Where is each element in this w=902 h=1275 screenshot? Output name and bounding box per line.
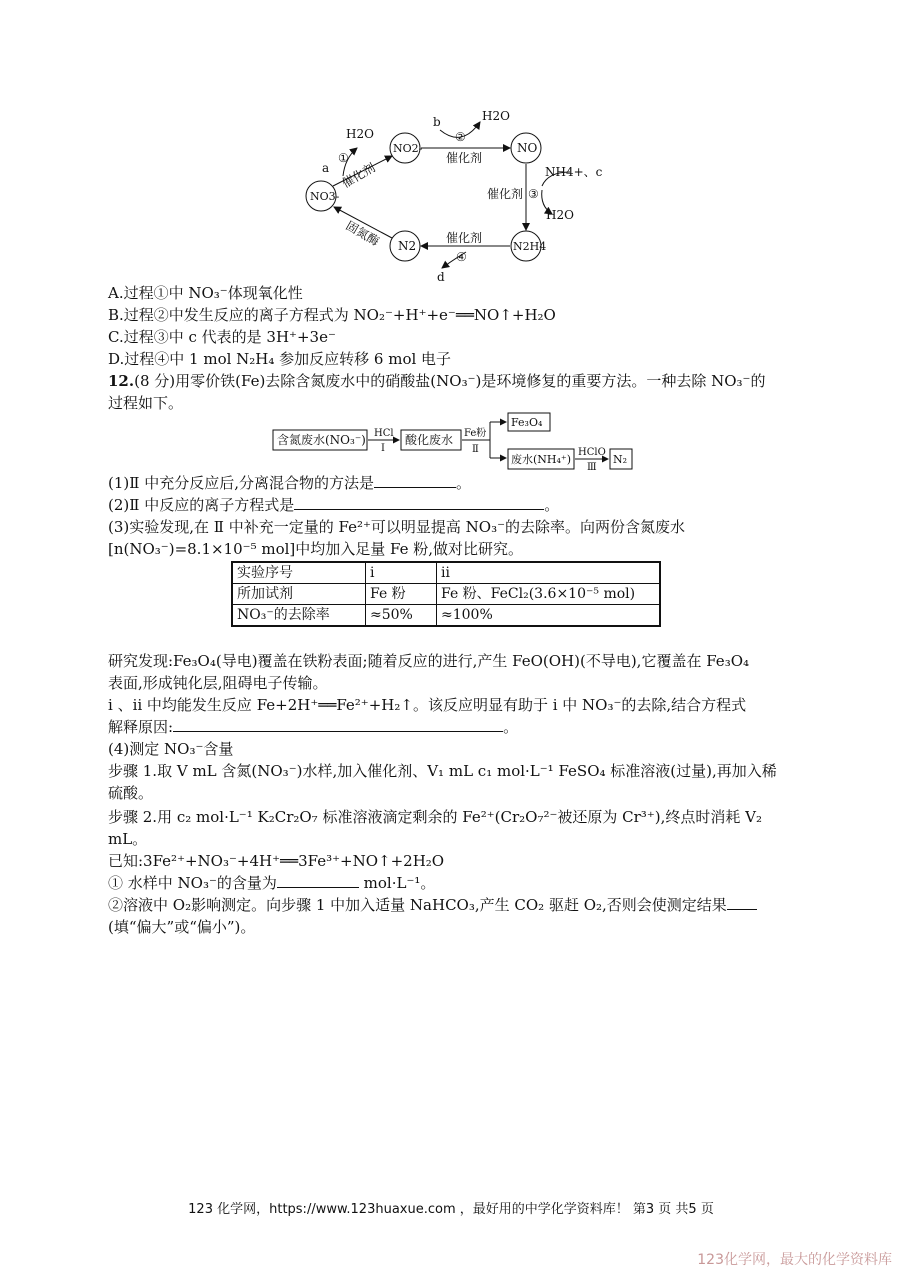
- research-line4-end: 。: [503, 718, 519, 736]
- table-cell: Fe 粉、FeCl₂(3.6×10⁻⁵ mol): [437, 584, 661, 605]
- page-footer: 123 化学网，https://www.123huaxue.com ，最好用的中学化学资料库！ 第3 页 共5 页: [188, 1202, 714, 1217]
- q12-part2-end: 。: [544, 496, 560, 514]
- label-nh4-c: NH4+、c: [545, 165, 603, 179]
- answer-blank-4[interactable]: [277, 873, 359, 888]
- sub-question-1: [108, 873, 435, 893]
- sub-question-2-end: (填“偏大”或“偏小”)。: [108, 918, 256, 936]
- table-cell: 所加试剂: [232, 584, 366, 605]
- node-no3-label: NO3-: [310, 190, 340, 203]
- table-cell: Fe 粉: [366, 584, 437, 605]
- q12-part2: [108, 495, 559, 515]
- q12-line2: 过程如下。: [108, 394, 184, 412]
- q12-part1-text: (1)Ⅱ 中充分反应后,分离混合物的方法是: [108, 474, 374, 492]
- node-no2-label: NO2-: [393, 142, 423, 155]
- label-h2o-3: H2O: [546, 208, 574, 222]
- q12-part1: [108, 473, 471, 493]
- q12-line1: [108, 371, 765, 391]
- sub-question-1-text: ① 水样中 NO₃⁻的含量为: [108, 874, 277, 892]
- flow-fe-label: Fe粉: [464, 428, 487, 439]
- option-a: A.过程①中 NO₃⁻体现氧化性: [108, 284, 303, 302]
- answer-blank-5[interactable]: [727, 895, 757, 910]
- q12-stem: (8 分)用零价铁(Fe)去除含氮废水中的硝酸盐(NO₃⁻)是环境修复的重要方法。一种去除 NO₃⁻的: [134, 372, 766, 390]
- flow-hcl-label: HCl: [374, 428, 394, 439]
- table-row: [232, 605, 660, 627]
- label-step2: ②: [455, 130, 466, 144]
- sub-question-2-text: ②溶液中 O₂影响测定。向步骤 1 中加入适量 NaHCO₃,产生 CO₂ 驱赶 O₂,否则会使测定结果: [108, 896, 727, 914]
- research-line3: ⅰ 、ⅱ 中均能发生反应 Fe+2H⁺══Fe²⁺+H₂↑。该反应明显有助于 ⅰ 中 NO₃⁻的去除,结合方程式: [108, 696, 747, 714]
- q12-part2-text: (2)Ⅱ 中反应的离子方程式是: [108, 496, 295, 514]
- label-catalyst-1: 催化剂: [339, 160, 378, 191]
- table-cell: 实验序号: [232, 562, 366, 584]
- flow-box-2-label: 酸化废水: [405, 433, 454, 447]
- option-c: C.过程③中 c 代表的是 3H⁺+3e⁻: [108, 328, 336, 346]
- label-catalyst-3: 催化剂: [487, 187, 524, 201]
- flow-r3-label: Ⅲ: [587, 462, 597, 472]
- table-row: [232, 584, 660, 605]
- flow-r2-label: Ⅱ: [472, 444, 479, 455]
- label-a: a: [322, 161, 330, 175]
- sub-question-2: [108, 895, 757, 915]
- process-flow-chart: [0, 412, 902, 472]
- option-b: B.过程②中发生反应的离子方程式为 NO₂⁻+H⁺+e⁻══NO↑+H₂O: [108, 306, 556, 324]
- table-cell: ≈50%: [366, 605, 437, 627]
- label-b: b: [433, 115, 441, 129]
- label-step3: ③: [528, 187, 539, 201]
- table-cell: ≈100%: [437, 605, 661, 627]
- answer-blank-2[interactable]: [294, 495, 544, 510]
- q12-part3a: (3)实验发现,在 Ⅱ 中补充一定量的 Fe²⁺可以明显提高 NO₃⁻的去除率。向两份含氮废水: [108, 518, 686, 536]
- node-no-label: NO: [517, 141, 538, 155]
- step2-line1: 步骤 2.用 c₂ mol·L⁻¹ K₂Cr₂O₇ 标准溶液滴定剩余的 Fe²⁺(Cr₂O₇²⁻被还原为 Cr³⁺),终点时消耗 V₂: [108, 808, 762, 826]
- nitrogen-cycle-diagram: [0, 0, 902, 290]
- q12-part1-end: 。: [455, 474, 471, 492]
- label-enzyme: 固氮酶: [343, 218, 382, 249]
- sub-question-1-end: mol·L⁻¹。: [358, 874, 436, 892]
- label-step1: ①: [338, 151, 349, 165]
- flow-box-1-label: 含氮废水(NO₃⁻): [277, 433, 366, 447]
- watermark: 123化学网，最大的化学资料库: [697, 1252, 892, 1268]
- known-equation: 已知:3Fe²⁺+NO₃⁻+4H⁺══3Fe³⁺+NO↑+2H₂O: [108, 852, 445, 870]
- research-line4: [108, 717, 518, 737]
- flow-hclo-label: HClO: [578, 447, 606, 458]
- experiment-table: [231, 561, 661, 627]
- research-line2: 表面,形成钝化层,阻碍电子传输。: [108, 674, 328, 692]
- option-d: D.过程④中 1 mol N₂H₄ 参加反应转移 6 mol 电子: [108, 350, 452, 368]
- step1-line2: 硫酸。: [108, 784, 154, 802]
- research-line1: 研究发现:Fe₃O₄(导电)覆盖在铁粉表面;随着反应的进行,产生 FeO(OH)(不导电),它覆盖在 Fe₃O₄: [108, 652, 750, 670]
- label-catalyst-4: 催化剂: [446, 231, 483, 245]
- q12-part4: (4)测定 NO₃⁻含量: [108, 740, 234, 758]
- table-cell: NO₃⁻的去除率: [232, 605, 366, 627]
- label-d: d: [437, 270, 445, 284]
- label-h2o-2: H2O: [482, 109, 510, 123]
- q12-part3b: [n(NO₃⁻)=8.1×10⁻⁵ mol]中均加入足量 Fe 粉,做对比研究。: [108, 540, 524, 558]
- q12-number: 12.: [108, 372, 135, 390]
- step2-line2: mL。: [108, 830, 148, 848]
- label-h2o-1: H2O: [346, 127, 374, 141]
- table-row: [232, 562, 660, 584]
- step1-line1: 步骤 1.取 V mL 含氮(NO₃⁻)水样,加入催化剂、V₁ mL c₁ mol·L⁻¹ FeSO₄ 标准溶液(过量),再加入稀: [108, 762, 777, 780]
- table-cell: ⅱ: [437, 562, 661, 584]
- label-catalyst-2: 催化剂: [446, 151, 483, 165]
- node-n2h4-label: N2H4: [513, 240, 547, 253]
- flow-box-4-label: 废水(NH₄⁺): [511, 453, 572, 466]
- table-cell: ⅰ: [366, 562, 437, 584]
- label-step4: ④: [456, 250, 467, 264]
- flow-box-3-label: Fe₃O₄: [511, 416, 543, 429]
- flow-box-5-label: N₂: [613, 453, 628, 466]
- flow-r1-label: Ⅰ: [381, 443, 385, 454]
- answer-blank-1[interactable]: [374, 473, 456, 488]
- answer-blank-3[interactable]: [173, 717, 503, 732]
- node-n2-label: N2: [398, 239, 417, 253]
- research-line4-text: 解释原因:: [108, 718, 174, 736]
